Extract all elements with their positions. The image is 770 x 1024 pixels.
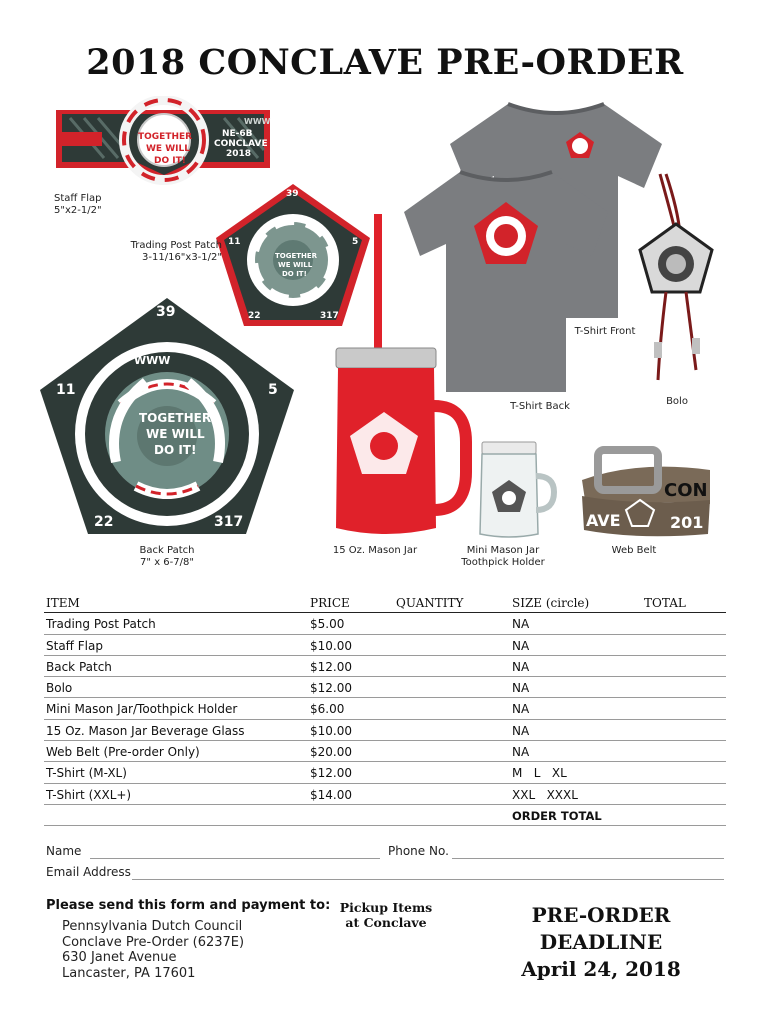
back-n22: 22 (94, 514, 114, 530)
row-price: $12.00 (310, 766, 352, 781)
pickup-note: Pickup Items at Conclave (339, 900, 433, 930)
back-n39: 39 (156, 304, 176, 320)
header-price: PRICE (310, 596, 350, 610)
row-item: Mini Mason Jar/Toothpick Holder (46, 702, 238, 717)
row-item: Staff Flap (46, 638, 103, 653)
row-item: Bolo (46, 681, 73, 696)
row-size: NA (512, 681, 530, 696)
row-item: T-Shirt (M-XL) (46, 766, 127, 781)
table-row (44, 613, 726, 634)
belt-text-2: AVE (586, 511, 621, 530)
back-motto-2: WE WILL (146, 427, 205, 441)
table-header (44, 592, 726, 613)
header-size: SIZE (circle) (512, 596, 590, 610)
row-price: $10.00 (310, 723, 352, 738)
web-belt-image (578, 440, 712, 540)
trading-post-caption: Trading Post Patch 3-11/16"x3-1/2" (130, 240, 222, 263)
back-patch-caption: Back Patch 7" x 6-7/8" (139, 545, 195, 568)
header-item: ITEM (46, 596, 80, 610)
table-row (44, 677, 726, 698)
tshirt-front-caption: T-Shirt Front (574, 326, 636, 337)
mini-mason-jar-image (474, 440, 558, 540)
row-size: NA (512, 638, 530, 653)
email-field[interactable] (132, 879, 724, 880)
tshirt-back-caption: T-Shirt Back (510, 401, 570, 412)
row-item: T-Shirt (XXL+) (46, 787, 132, 802)
tp-motto-2: WE WILL (278, 261, 313, 269)
back-n317: 317 (214, 514, 244, 530)
mailing-address: Pennsylvania Dutch Council Conclave Pre-Order (6237E) 630 Janet Avenue Lancaster, PA 17601 (62, 919, 245, 981)
belt-text-1: CON (664, 480, 708, 501)
row-item: Trading Post Patch (46, 617, 156, 632)
table-row (44, 656, 726, 677)
row-size: NA (512, 723, 530, 738)
row-price: $20.00 (310, 745, 352, 760)
row-item: Back Patch (46, 659, 112, 674)
staff-flap-caption: Staff Flap 5"x2-1/2" (54, 193, 102, 216)
mason-jar-caption: 15 Oz. Mason Jar (332, 545, 418, 556)
table-row (44, 635, 726, 656)
table-row (44, 741, 726, 762)
tp-motto-3: DO IT! (282, 270, 307, 278)
mason-jar-image (326, 210, 472, 542)
web-belt-caption: Web Belt (611, 545, 657, 556)
tp-n5: 5 (352, 237, 359, 247)
name-field[interactable] (90, 858, 380, 859)
tp-n22: 22 (248, 311, 261, 321)
flap-event: CONCLAVE (214, 139, 268, 149)
row-size: NA (512, 659, 530, 674)
preorder-deadline: PRE-ORDER DEADLINE April 24, 2018 (521, 903, 681, 981)
flap-motto-3: DO IT! (154, 156, 186, 166)
row-price: $5.00 (310, 617, 345, 632)
table-row (44, 698, 726, 719)
header-quantity: QUANTITY (396, 596, 464, 610)
bolo-caption: Bolo (666, 396, 688, 407)
row-size: XXL XXXL (512, 787, 578, 802)
back-motto-1: TOGETHER (139, 411, 212, 425)
row-size: M L XL (512, 766, 567, 781)
send-to-title: Please send this form and payment to: (46, 898, 331, 913)
tp-n39: 39 (286, 189, 299, 199)
flap-motto-2: WE WILL (146, 144, 190, 154)
staff-flap-image (44, 96, 278, 188)
bolo-image (630, 170, 720, 396)
order-total-row (44, 805, 726, 826)
email-label: Email Address (46, 865, 131, 879)
tp-n11: 11 (228, 237, 241, 247)
row-size: NA (512, 702, 530, 717)
order-table (44, 592, 726, 826)
header-total: TOTAL (644, 596, 686, 610)
tp-motto-1: TOGETHER (275, 252, 318, 260)
row-size: NA (512, 745, 530, 760)
back-www: WWW (134, 354, 171, 367)
belt-text-3: 201 (670, 513, 704, 532)
table-row (44, 762, 726, 783)
order-total-label: ORDER TOTAL (512, 808, 602, 823)
phone-label: Phone No. (388, 844, 449, 858)
mini-jar-caption: Mini Mason Jar Toothpick Holder (461, 545, 545, 568)
row-price: $6.00 (310, 702, 345, 717)
back-motto-3: DO IT! (154, 443, 197, 457)
back-n11: 11 (56, 382, 76, 398)
back-patch-image (36, 294, 298, 538)
row-price: $12.00 (310, 659, 352, 674)
row-item: 15 Oz. Mason Jar Beverage Glass (46, 723, 245, 738)
back-n5: 5 (268, 382, 278, 398)
name-label: Name (46, 844, 82, 858)
row-price: $10.00 (310, 638, 352, 653)
page-title: 2018 CONCLAVE PRE-ORDER (86, 42, 684, 83)
tp-n317: 317 (320, 311, 339, 321)
table-row (44, 720, 726, 741)
phone-field[interactable] (452, 858, 724, 859)
row-item: Web Belt (Pre-order Only) (46, 745, 200, 760)
row-size: NA (512, 617, 530, 632)
row-price: $14.00 (310, 787, 352, 802)
table-row (44, 784, 726, 805)
flap-www: WWW (244, 117, 271, 126)
row-price: $12.00 (310, 681, 352, 696)
flap-year: 2018 (226, 149, 252, 159)
flap-motto-1: TOGETHER (138, 132, 193, 142)
flap-lodge: NE-6B (222, 129, 253, 139)
